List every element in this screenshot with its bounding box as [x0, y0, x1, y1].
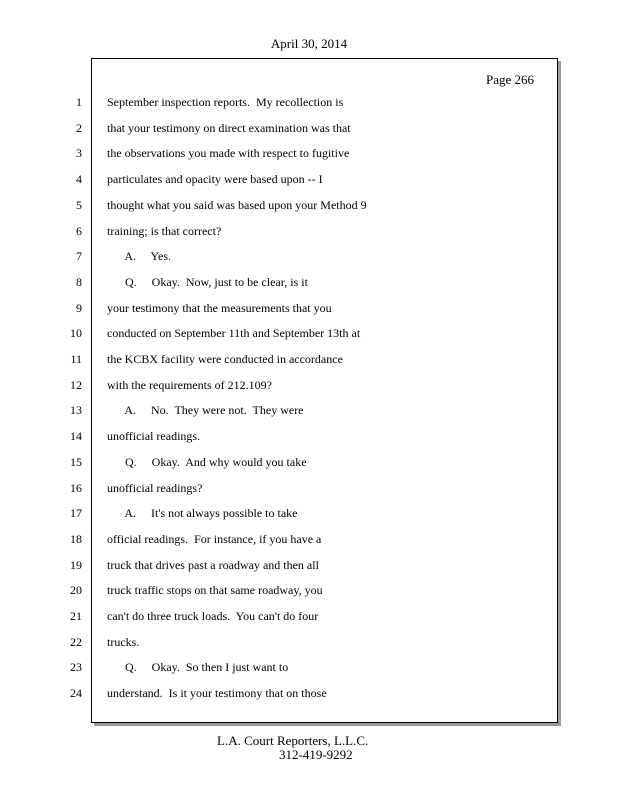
header-date: April 30, 2014: [270, 36, 348, 51]
transcript-line-text: the observations you made with respect to fugitive: [107, 146, 350, 160]
transcript-line-text: particulates and opacity were based upon -- I: [107, 172, 323, 186]
transcript-line-text: A. No. They were not. They were: [107, 403, 304, 417]
footer-company: L.A. Court Reporters, L.L.C.: [217, 733, 369, 748]
line-number: 17: [70, 506, 82, 520]
line-number: 21: [70, 609, 82, 623]
transcript-line-text: conducted on September 11th and September 13th at: [107, 326, 361, 340]
line-number: 9: [76, 301, 82, 315]
page-number: Page 266: [486, 72, 535, 87]
transcript-line-text: with the requirements of 212.109?: [107, 378, 272, 392]
line-number: 13: [70, 403, 82, 417]
transcript-line-text: can't do three truck loads. You can't do four: [107, 609, 319, 623]
line-number: 2: [76, 121, 82, 135]
line-number: 5: [76, 198, 82, 212]
transcript-line-text: understand. Is it your testimony that on those: [107, 686, 327, 700]
line-number: 7: [76, 249, 82, 263]
line-number: 18: [70, 532, 82, 546]
line-number: 12: [70, 378, 82, 392]
transcript-line-text: trucks.: [107, 635, 140, 649]
transcript-line-text: that your testimony on direct examination was that: [107, 121, 351, 135]
footer-phone: 312-419-9292: [279, 747, 353, 762]
line-number: 4: [76, 172, 82, 186]
line-number: 20: [70, 583, 82, 597]
transcript-line-text: Q. Okay. And why would you take: [107, 455, 307, 469]
line-number: 14: [70, 429, 82, 443]
line-number: 8: [76, 275, 82, 289]
transcript-line-text: Q. Okay. Now, just to be clear, is it: [107, 275, 308, 289]
line-number: 15: [70, 455, 82, 469]
transcript-line-text: truck that drives past a roadway and then all: [107, 558, 319, 572]
transcript-line-text: A. It's not always possible to take: [107, 506, 298, 520]
line-number: 19: [70, 558, 82, 572]
line-number: 24: [70, 686, 82, 700]
transcript-line-text: A. Yes.: [107, 249, 172, 263]
line-number: 10: [70, 326, 82, 340]
line-number: 22: [70, 635, 82, 649]
transcript-line-text: Q. Okay. So then I just want to: [107, 660, 289, 674]
transcript-line-text: unofficial readings?: [107, 481, 203, 495]
transcript-line-text: the KCBX facility were conducted in accordance: [107, 352, 343, 366]
transcript-line-text: training; is that correct?: [107, 224, 222, 238]
line-number: 3: [76, 146, 82, 160]
line-number: 6: [76, 224, 82, 238]
line-number: 23: [70, 660, 82, 674]
line-number: 1: [76, 95, 82, 109]
transcript-line-text: truck traffic stops on that same roadway, you: [107, 583, 323, 597]
line-number: 11: [70, 352, 82, 366]
transcript-line-text: official readings. For instance, if you have a: [107, 532, 322, 546]
line-number: 16: [70, 481, 82, 495]
transcript-line-text: September inspection reports. My recollection is: [107, 95, 344, 109]
transcript-line-text: thought what you said was based upon your Method 9: [107, 198, 367, 212]
transcript-line-text: unofficial readings.: [107, 429, 201, 443]
transcript-line-text: your testimony that the measurements that you: [107, 301, 332, 315]
